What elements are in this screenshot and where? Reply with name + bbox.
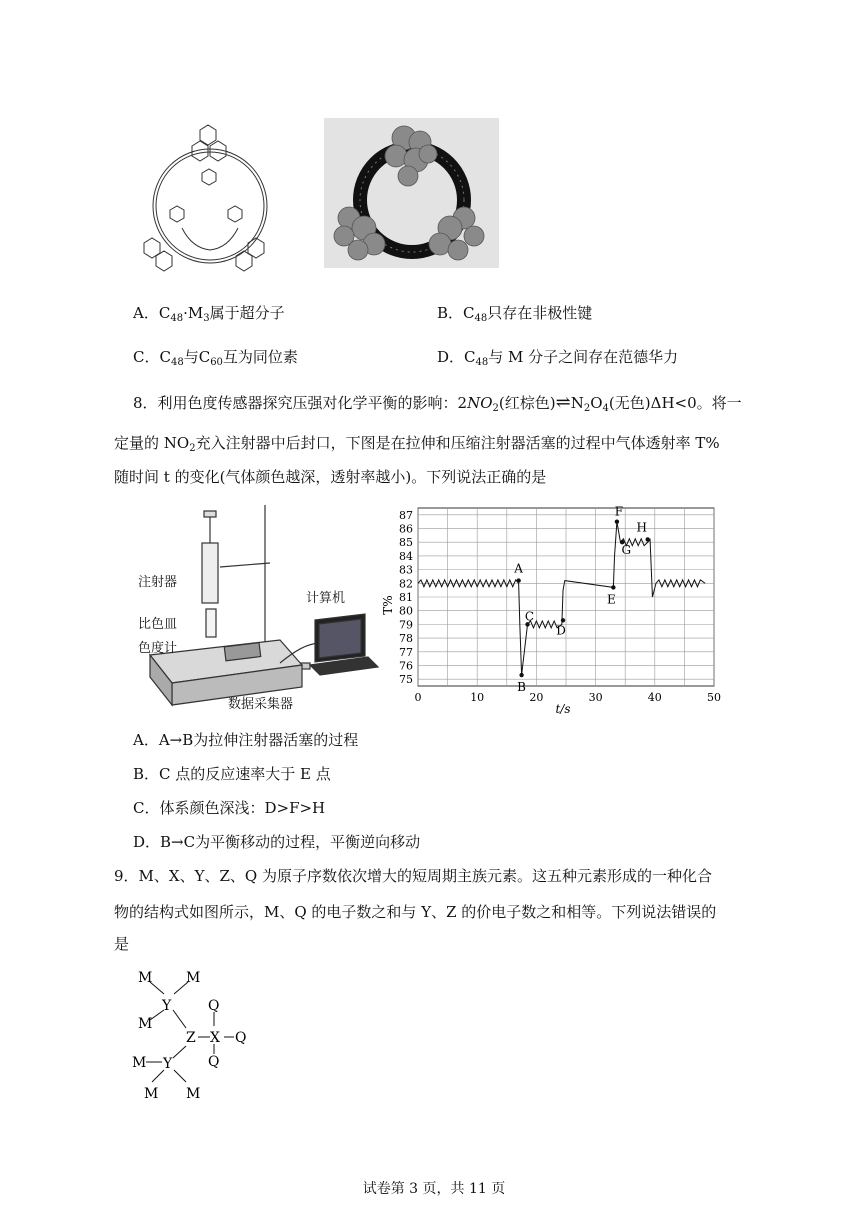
q7-option-d: D．$C_{48}$与 M 分子之间存在范德华力	[437, 348, 679, 368]
point-label-g: G	[621, 543, 632, 558]
x-tick-label: 30	[588, 691, 603, 704]
point-d	[561, 618, 565, 622]
y-tick-label: 75	[399, 673, 413, 687]
q8-option-b: B．C 点的反应速率大于 E 点	[133, 765, 331, 783]
point-b	[519, 673, 523, 677]
point-label-b: B	[517, 680, 527, 695]
apparatus-illustration	[130, 505, 390, 710]
atom-m: M	[132, 1055, 147, 1071]
x-tick-label: 20	[529, 691, 544, 704]
label-syringe: 注射器	[138, 575, 178, 590]
atom-q: Q	[208, 1054, 220, 1070]
atom-m: M	[144, 1086, 159, 1102]
q8-stem-line1: 8．利用色度传感器探究压强对化学平衡的影响：$2NO_2$(红棕色)$\rightleftharpoons N_2O_4$(无色)ΔH<0。将一	[133, 392, 742, 414]
y-tick-label: 79	[399, 618, 413, 632]
point-label-a: A	[514, 561, 523, 576]
point-label-e: E	[606, 592, 616, 607]
x-tick-label: 40	[647, 691, 662, 704]
q7-option-a: A．$C_{48}\cdot M_3$属于超分子	[133, 304, 285, 324]
y-tick-label: 80	[399, 604, 413, 618]
atom-x: X	[210, 1030, 220, 1046]
point-label-c: C	[524, 609, 535, 624]
structural-formula	[128, 962, 268, 1102]
y-tick-label: 83	[399, 563, 413, 577]
label-cuvette: 比色皿	[138, 617, 178, 632]
transmittance-chart	[380, 500, 730, 720]
point-a	[516, 578, 520, 582]
atom-q: Q	[235, 1030, 247, 1046]
point-e	[611, 585, 615, 589]
atom-m: M	[138, 1016, 153, 1032]
y-tick-label: 87	[399, 508, 413, 522]
x-tick-label: 10	[470, 691, 485, 704]
q8-option-c: C．体系颜色深浅：D>F>H	[133, 799, 326, 817]
point-f	[615, 519, 619, 523]
y-tick-label: 81	[399, 591, 413, 604]
page-footer: 试卷第 3 页，共 11 页	[362, 1181, 506, 1197]
atom-m: M	[186, 970, 201, 986]
q8-stem-line2: 定量的 $NO_2$充入注射器中后封口，下图是在拉伸和压缩注射器活塞的过程中气体透射率 T%	[114, 434, 720, 454]
atom-y: Y	[163, 1056, 173, 1072]
y-tick-label: 82	[399, 577, 413, 591]
x-axis-label: t/s	[555, 702, 571, 716]
q7-option-b: B．$C_{48}$只存在非极性键	[437, 304, 593, 324]
x-tick-label: 50	[707, 691, 721, 704]
atom-z: Z	[186, 1030, 196, 1046]
label-data-collector: 数据采集器	[228, 697, 294, 712]
point-label-d: D	[556, 623, 566, 638]
q9-stem-line3: 是	[114, 935, 130, 953]
molecule-line-structure	[130, 118, 290, 278]
molecule-3d-model	[324, 118, 499, 268]
q9-stem-line1: 9．M、X、Y、Z、Q 为原子序数依次增大的短周期主族元素。这五种元素形成的一种化合	[114, 867, 712, 885]
q8-option-a: A．A→B为拉伸注射器活塞的过程	[133, 731, 359, 749]
q8-stem-line3: 随时间 t 的变化(气体颜色越深，透射率越小)。下列说法正确的是	[114, 468, 547, 486]
y-tick-label: 78	[399, 632, 413, 646]
label-colorimeter: 色度计	[138, 641, 178, 656]
atom-m: M	[186, 1086, 201, 1102]
q9-stem-line2: 物的结构式如图所示，M、Q 的电子数之和与 Y、Z 的价电子数之和相等。下列说法错误的	[114, 903, 717, 921]
atom-q: Q	[208, 998, 220, 1014]
y-tick-label: 76	[399, 659, 413, 673]
x-tick-label: 0	[414, 691, 422, 704]
y-axis-label: T%	[381, 595, 395, 615]
q7-option-c: C．$C_{48}$与$C_{60}$互为同位素	[133, 348, 298, 368]
q8-option-d: D．B→C为平衡移动的过程，平衡逆向移动	[133, 833, 421, 851]
label-computer: 计算机	[306, 591, 346, 606]
atom-m: M	[138, 970, 153, 986]
y-tick-label: 84	[399, 549, 413, 563]
point-h	[645, 537, 649, 541]
point-label-f: F	[614, 504, 624, 519]
y-tick-label: 86	[399, 522, 413, 536]
y-tick-label: 85	[399, 536, 413, 550]
point-label-h: H	[636, 520, 647, 535]
atom-y: Y	[162, 998, 172, 1014]
y-tick-label: 77	[399, 645, 413, 659]
